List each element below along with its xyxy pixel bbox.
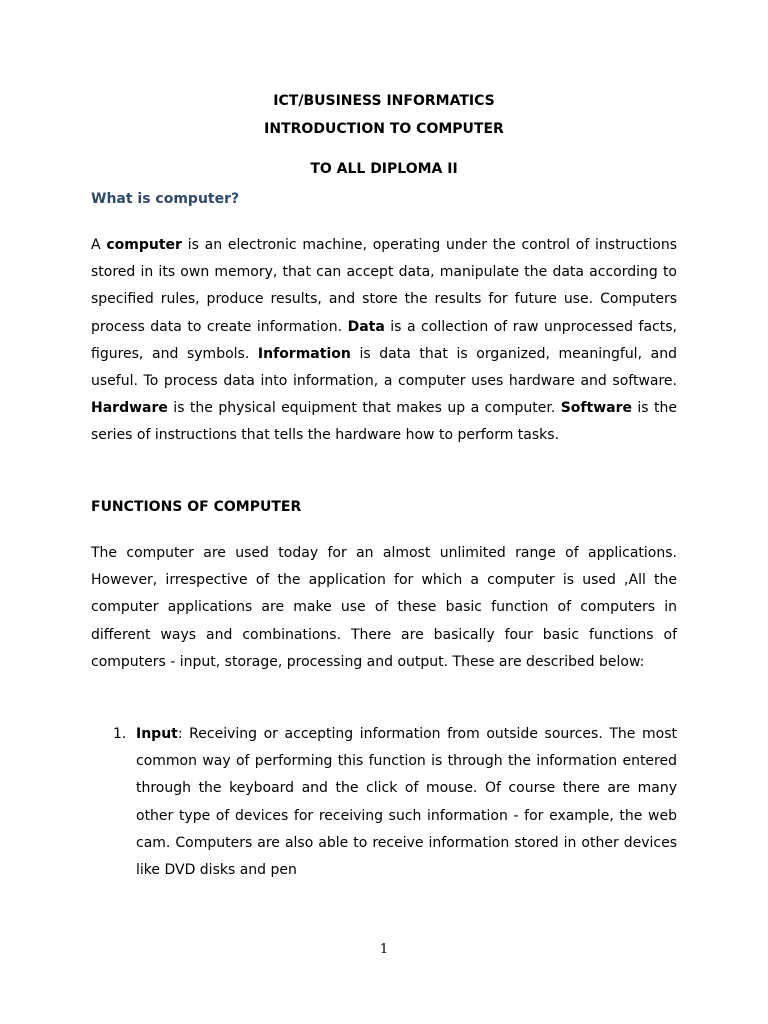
text-run: is the physical equipment that makes up a computer. [167, 400, 561, 417]
text-run: is an electronic machine, operating under the control of instructions stored in its own memory, that can accept data, manipulate the data according to specified rules, produce results, and store the results for future use. Computers process data to create information. [91, 237, 677, 335]
text-run: A [91, 237, 107, 253]
page-number: 1 [379, 942, 389, 957]
term-data: Data [347, 318, 385, 335]
doc-title-line-2: INTRODUCTION TO COMPUTER [264, 121, 504, 137]
doc-title-line-3: TO ALL DIPLOMA II [310, 161, 458, 177]
text-run: is data that is organized, meaningful, and useful. To process data into information, a computer uses hardware and software. [91, 345, 677, 390]
term-information: Information [257, 345, 351, 362]
term-computer: computer [106, 237, 182, 253]
section-heading-functions: FUNCTIONS OF COMPUTER [91, 499, 302, 515]
term-hardware: Hardware [91, 400, 168, 417]
text-run: is the series of instructions that tells the hardware how to perform tasks. [91, 400, 677, 444]
term-software: Software [560, 400, 632, 417]
text-run: is a collection of raw unprocessed facts, figures, and symbols. [91, 318, 677, 362]
list-item-input [136, 721, 677, 884]
section-heading-what-is-computer: What is computer? [91, 191, 240, 207]
doc-title-line-1: ICT/BUSINESS INFORMATICS [273, 93, 495, 109]
list-item-number: 1. [113, 726, 127, 742]
functions-paragraph: The computer are used today for an almost unlimited range of applications. However, irrespective of the application for which a computer is used ,All the computer applications are make use of these basic function of computers in different ways and combinations. There are basically four basic functions of computers - input, storage, processing and output. These are described below: [91, 545, 677, 670]
definition-paragraph [91, 232, 677, 450]
text-run: : Receiving or accepting information from outside sources. The most common way of performing this function is through the information entered through the keyboard and the click of mouse. Of course there are many other type of devices for receiving such information - for example, the web cam. Computers are also able to receive information stored in other devices like DVD disks and pen [136, 726, 677, 879]
term-input: Input [136, 726, 178, 742]
